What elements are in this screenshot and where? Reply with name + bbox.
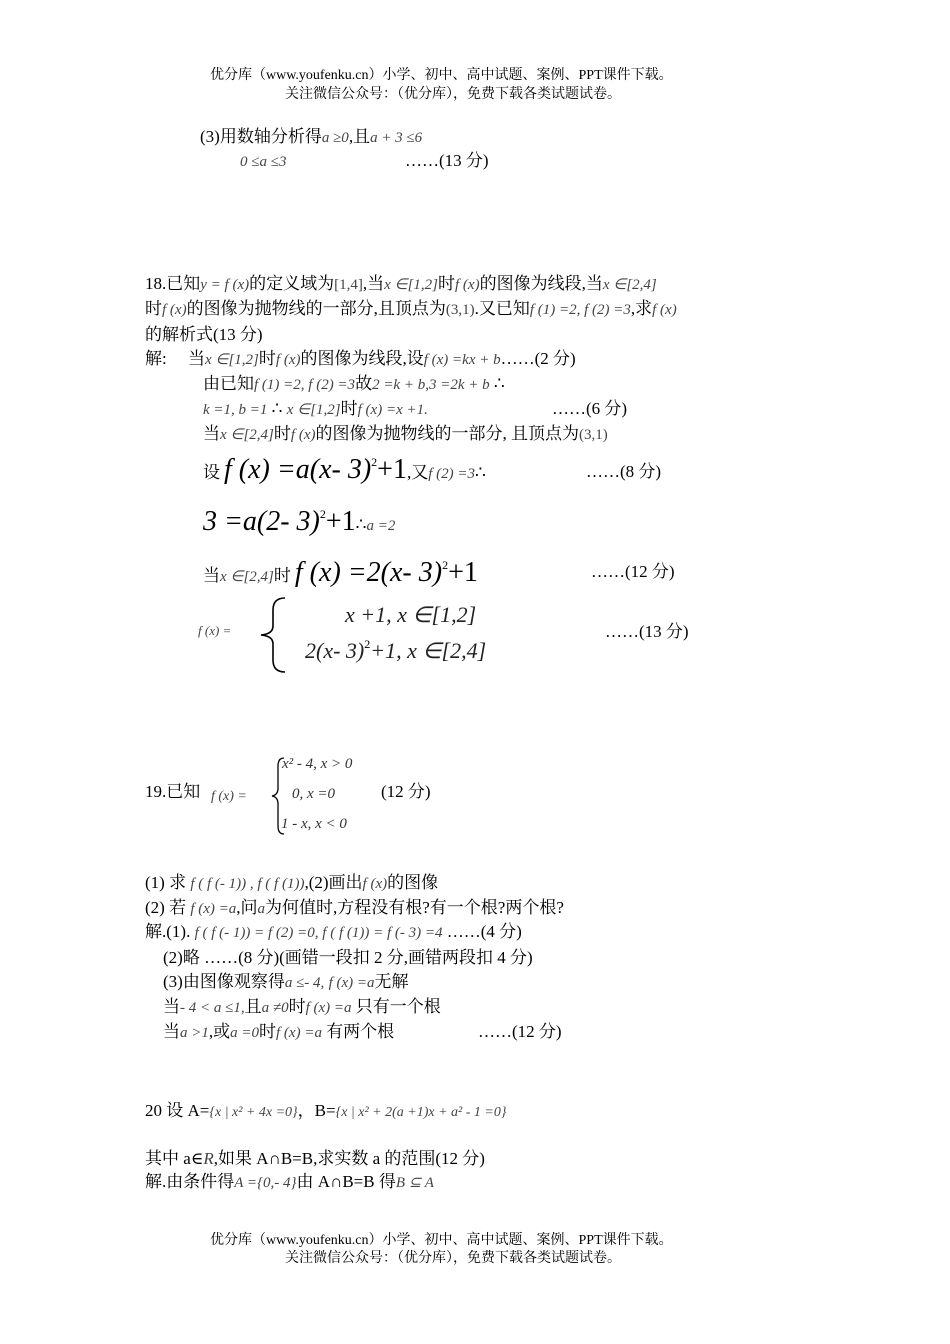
- q18-sol-line3: k =1, b =1 ∴ x ∈[1,2]时f (x) =x +1.: [203, 399, 428, 418]
- q18-sol-line3-score: ……(6 分): [552, 399, 628, 418]
- q19-p1: (1) 求 f ( f (- 1)) , f ( f (1)),(2)画出f (x)的图像: [145, 873, 439, 892]
- footer-line-2: 关注微信公众号：（优分库），免费下载各类试题试卷。: [285, 1251, 621, 1266]
- q19-row2: 0, x =0: [292, 786, 336, 802]
- q18-pw-row1: x +1, x ∈[1,2]: [345, 602, 477, 627]
- q19-sol3: (3)由图像观察得a ≤- 4, f (x) =a无解: [163, 972, 409, 991]
- q18-sol-line7: 当x ∈[2,4]时 f (x) =2(x- 3)$^2$+1: [203, 557, 478, 588]
- q20-line3: 解.由条件得A ={0,- 4}由 A∩B=B 得B ⊆ A: [145, 1172, 434, 1191]
- q19-row1: x² - 4, x > 0: [282, 756, 353, 772]
- q18-pw-lhs: f (x) =: [198, 623, 232, 638]
- q18-sol-line7-score: ……(12 分): [591, 562, 675, 581]
- q18-line3: 的解析式(13 分): [145, 325, 263, 344]
- q19-sol4: 当- 4 < a ≤1,且a ≠0时f (x) =a 只有一个根: [163, 997, 441, 1016]
- q19-sol1: 解.(1). f ( f (- 1)) = f (2) =0, f ( f (1)) = f (- 3) =4 ……(4 分): [145, 922, 522, 941]
- q19-score: (12 分): [381, 782, 431, 801]
- q18-sol-label: 解:: [145, 349, 167, 368]
- q18-pw-score: ……(13 分): [605, 622, 689, 641]
- footer-line-1: 优分库（www.youfenku.cn）小学、初中、高中试题、案例、PPT课件下载。: [210, 1233, 673, 1248]
- q18-line1: 18.已知y = f (x)的定义域为[1,4],当x ∈[1,2]时f (x)的图像为线段,当x ∈[2,4]: [145, 274, 657, 293]
- q18-sol-line2: 由已知f (1) =2, f (2) =3故2 =k + b,3 =2k + b ∴: [203, 374, 505, 393]
- q19-sol5: 当a >1,或a =0时f (x) =a 有两个根: [163, 1022, 395, 1041]
- header-line-1: 优分库（www.youfenku.cn）小学、初中、高中试题、案例、PPT课件下载。: [210, 68, 673, 83]
- q19-sol5-score: ……(12 分): [478, 1022, 562, 1041]
- q20-line1: 20 设 A={x | x² + 4x =0}，B={x | x² + 2(a +1)x + a² - 1 =0}: [145, 1101, 507, 1120]
- q18-sol-line1: 当x ∈[1,2]时f (x)的图像为线段,设f (x) =kx + b……(2 分): [188, 349, 576, 368]
- q19-row3: 1 - x, x < 0: [281, 816, 347, 832]
- q18-pw-row2: 2(x- 3)$^2$+1, x ∈[2,4]: [305, 637, 487, 663]
- q19-lhs: f (x) =: [211, 789, 247, 804]
- q19-sol2: (2)略 ……(8 分)(画错一段扣 2 分,画错两段扣 4 分): [163, 948, 533, 967]
- q18-sol-line4: 当x ∈[2,4]时f (x)的图像为抛物线的一部分, 且顶点为(3,1): [203, 424, 608, 443]
- q18-sol-line6: 3 =a(2- 3)$^2$+1∴a =2: [203, 506, 396, 537]
- q18-sol-line5-score: ……(8 分): [586, 462, 662, 481]
- q17-score: ……(13 分): [405, 151, 489, 170]
- q18-sol-line5: 设 f (x) =a(x- 3)$^2$+1,又f (2) =3∴: [203, 454, 486, 485]
- q20-line2: 其中 a∈R,如果 A∩B=B,求实数 a 的范围(12 分): [145, 1149, 485, 1168]
- q19-p2: (2) 若 f (x) =a,问a为何值时,方程没有根?有一个根?两个根?: [145, 898, 564, 917]
- q18-line2: 时f (x)的图像为抛物线的一部分,且顶点为(3,1).又已知f (1) =2, f (2) =3,求f (x): [145, 299, 677, 318]
- q19-s1: 19.已知: [145, 782, 201, 801]
- q17-part3: (3)用数轴分析得a ≥0,且a + 3 ≤6: [200, 127, 423, 146]
- q17-result: 0 ≤a ≤3: [240, 154, 287, 170]
- header-line-2: 关注微信公众号：（优分库），免费下载各类试题试卷。: [285, 87, 621, 102]
- q18-piecewise-brace: [255, 596, 295, 674]
